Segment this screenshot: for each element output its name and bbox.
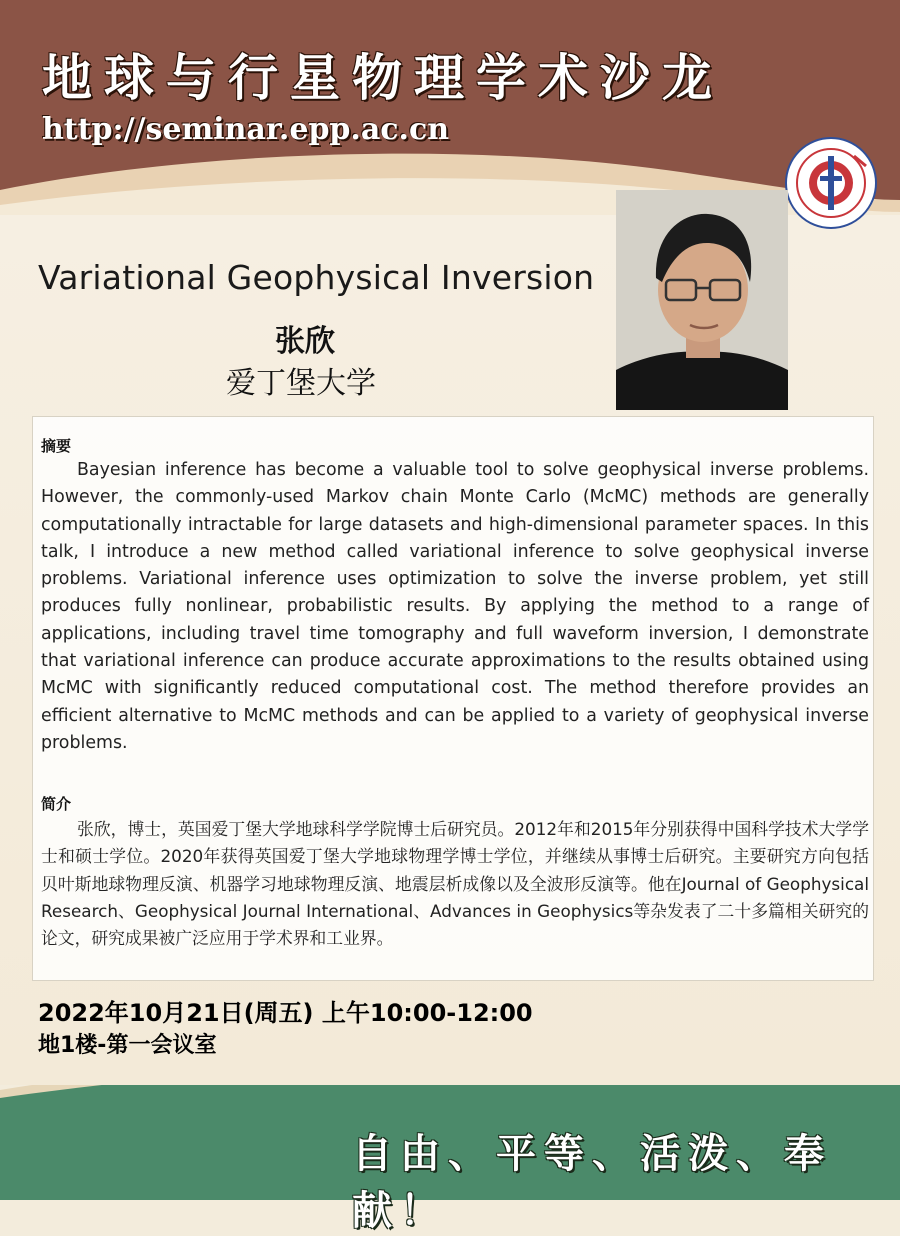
content-box [32,416,874,981]
motto: 自由、平等、活泼、奉献！ [352,1130,832,1234]
speaker-name: 张欣 [275,324,335,359]
speaker-affiliation: 爱丁堡大学 [226,366,376,401]
event-location: 地1楼-第一会议室 [38,1033,217,1058]
abstract-text: Bayesian inference has become a valuable tool to solve geophysical inverse problems. However, the commonly-used Markov chain Monte Carlo (McMC) methods are generally computationally intractable for large datasets and high-dimensional parameter spaces. In this talk, I introduce a new method called variational inference to solve geophysical inverse problems. Variational inference uses optimization to solve the inverse problem, yet still produces fully nonlinear, probabilistic results. By applying the method to a range of applications, including travel time tomography and full waveform inversion, I demonstrate that variational inference can produce accurate approximations to the results obtained using McMC with significantly reduced computational cost. The method therefore provides an efficient alternative to McMC methods and can be applied to a variety of geophysical inverse problems. [41,460,869,753]
bio-heading: 简介 [41,795,72,813]
event-datetime: 2022年10月21日(周五) 上午10:00-12:00 [38,999,533,1027]
seminar-url: http://seminar.epp.ac.cn [42,112,450,147]
series-title: 地球与行星物理学术沙龙 [42,48,724,107]
bio-text: 张欣，博士，英国爱丁堡大学地球科学学院博士后研究员。2012年和2015年分别获得中国科学技术大学学士和硕士学位。2020年获得英国爱丁堡大学地球物理学博士学位，并继续从事博士后研究。主要研究方向包括贝叶斯地球物理反演、机器学习地球物理反演、地震层析成像以及全波形反演等。他在Journal of Geophysical Research、Geophysical Journal International、Advances in Geophysics等杂发表了二十多篇相关研究的论文，研究成果被广泛应用于学术界和工业界。 [41,819,869,949]
abstract-heading: 摘要 [41,437,72,455]
society-emblem-icon [784,136,878,230]
speaker-portrait [616,190,788,410]
talk-title: Variational Geophysical Inversion [38,258,595,297]
